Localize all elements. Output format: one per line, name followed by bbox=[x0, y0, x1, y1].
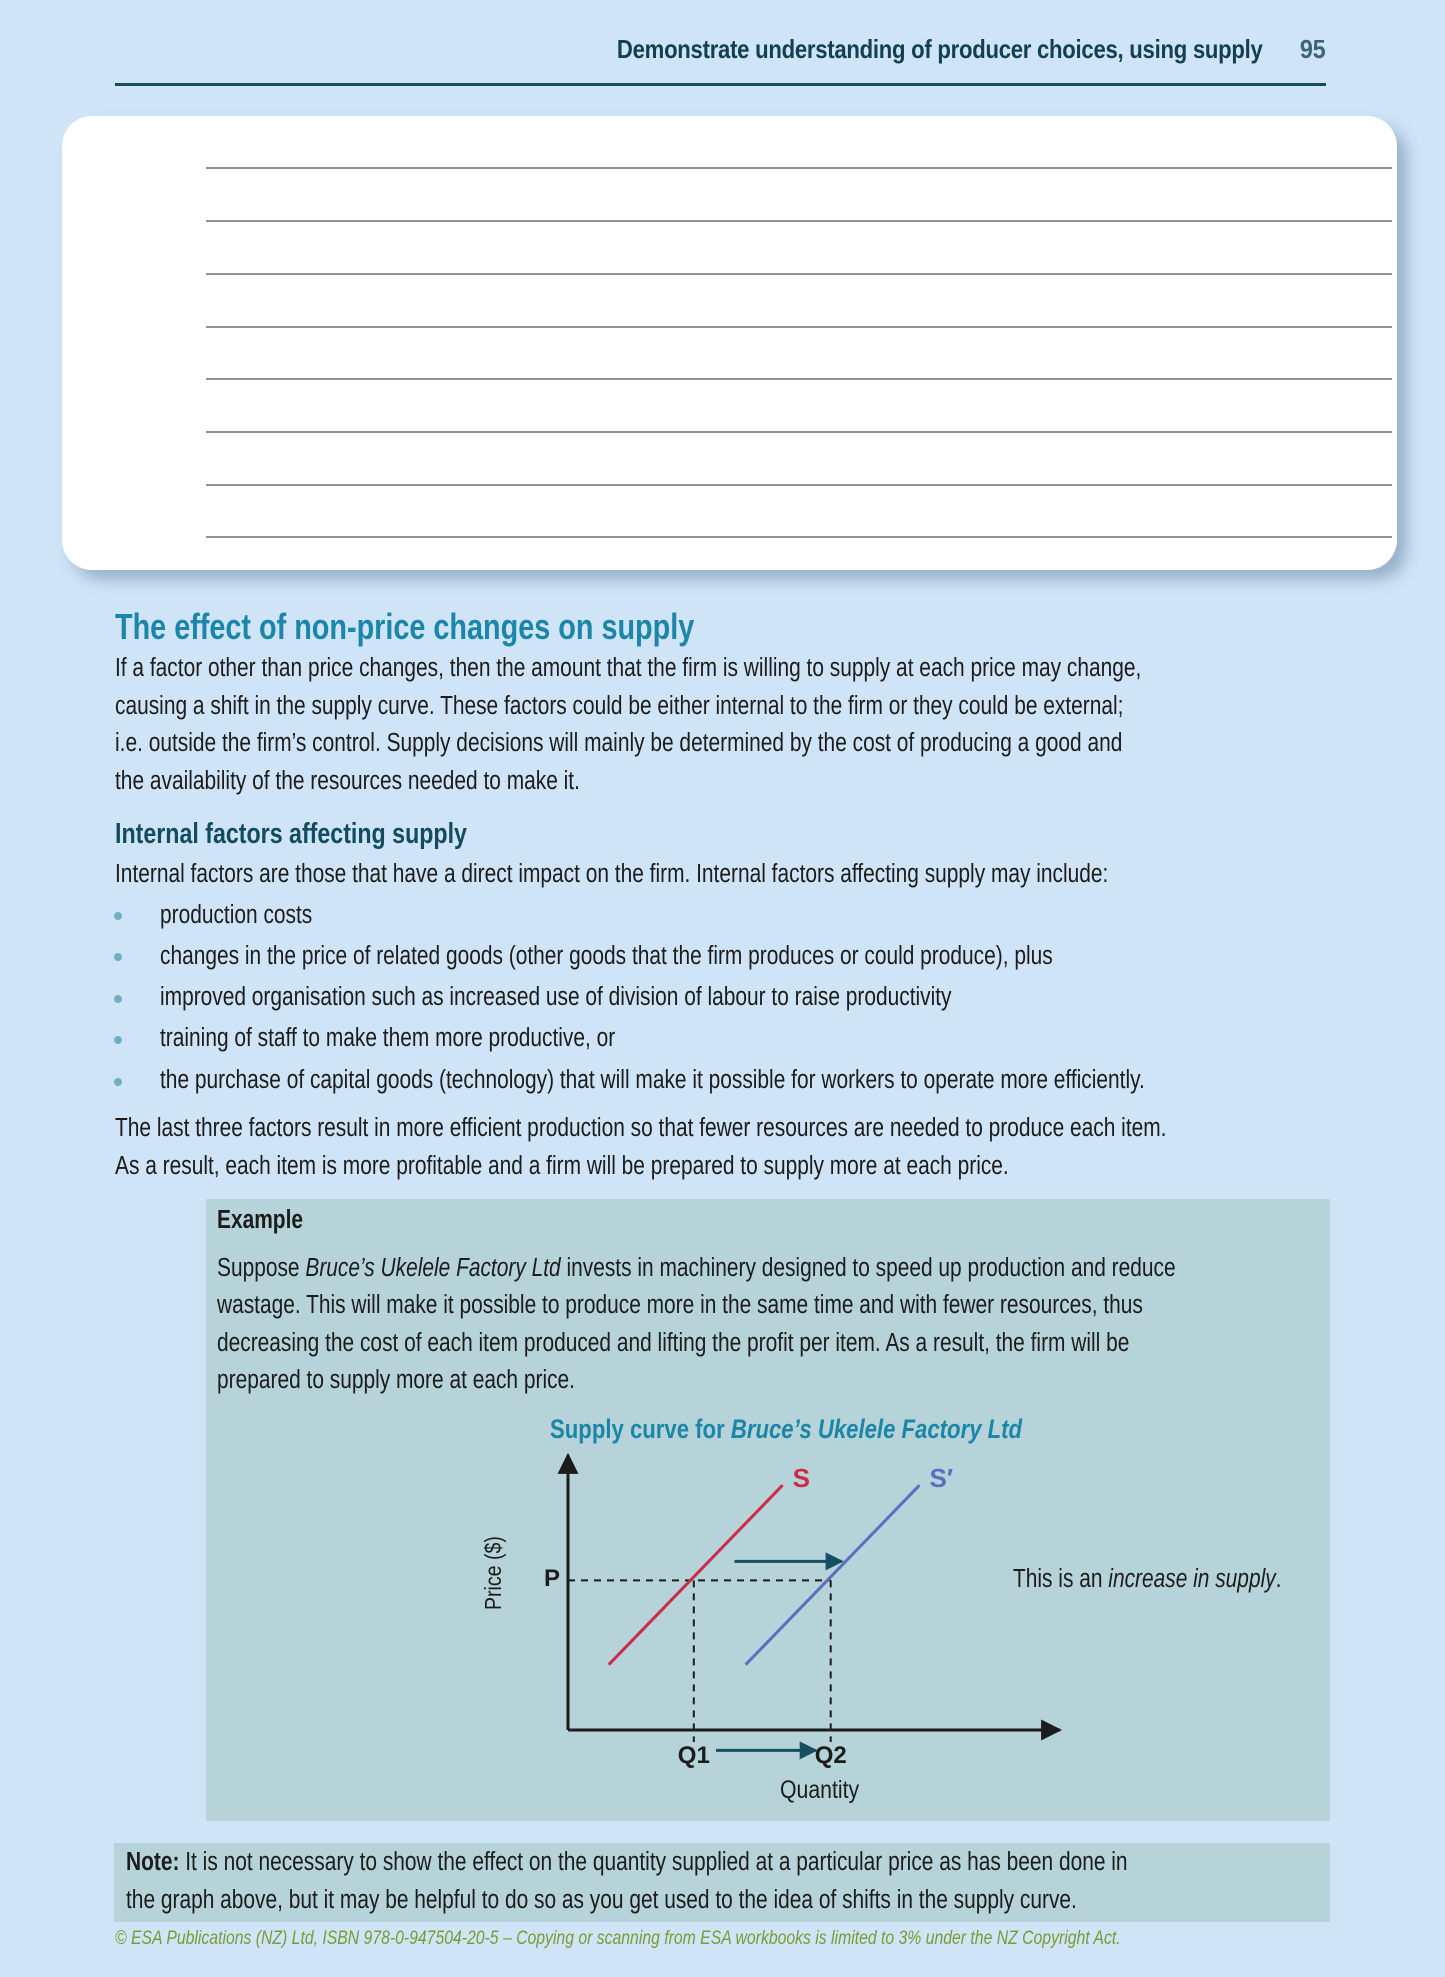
paragraph-line: As a result, each item is more profitable and a firm will be prepared to supply more at each price. bbox=[115, 1152, 1009, 1180]
section-heading: The effect of non-price changes on supply bbox=[115, 606, 695, 647]
bullet-item: training of staff to make them more productive, or bbox=[160, 1024, 616, 1052]
note-line: the graph above, but it may be helpful to do so as you get used to the idea of shifts in the supply curve. bbox=[126, 1886, 1077, 1914]
company-name: Bruce’s Ukelele Factory Ltd bbox=[305, 1254, 561, 1282]
bullet-item: production costs bbox=[160, 901, 313, 929]
example-line: wastage. This will make it possible to produce more in the same time and with fewer resources, thus bbox=[217, 1291, 1143, 1319]
copyright-footer: © ESA Publications (NZ) Ltd, ISBN 978-0-947504-20-5 – Copying or scanning from ESA workbooks is limited to 3% under the NZ Copyright Act. bbox=[115, 1928, 1121, 1949]
example-text: invests in machinery designed to speed up production and reduce bbox=[560, 1254, 1176, 1282]
caption-text: . bbox=[1275, 1565, 1282, 1593]
chart-title-prefix: Supply curve for bbox=[550, 1414, 731, 1444]
chart-title-company: Bruce’s Ukelele Factory Ltd bbox=[730, 1414, 1023, 1444]
x-axis-label: Quantity bbox=[780, 1776, 860, 1804]
bullet-item: improved organisation such as increased use of division of labour to raise productivity bbox=[160, 983, 952, 1011]
example-line: prepared to supply more at each price. bbox=[217, 1366, 575, 1394]
example-line: decreasing the cost of each item produced and lifting the profit per item. As a result, the firm will be bbox=[217, 1329, 1130, 1357]
note-line bbox=[126, 1848, 1128, 1877]
paragraph-line: The last three factors result in more efficient production so that fewer resources are needed to produce each item. bbox=[115, 1114, 1167, 1142]
legend-s-prime: S′ bbox=[929, 1463, 954, 1494]
x-tick-label-q2: Q2 bbox=[814, 1742, 847, 1769]
paragraph-line: causing a shift in the supply curve. These factors could be either internal to the firm or they could be external; bbox=[115, 692, 1124, 720]
chart-caption bbox=[1013, 1565, 1281, 1594]
note-label: Note: bbox=[126, 1848, 180, 1876]
x-tick-label-q1: Q1 bbox=[677, 1742, 710, 1769]
internal-intro: Internal factors are those that have a direct impact on the firm. Internal factors affecting supply may include: bbox=[115, 860, 1109, 888]
paragraph-line: the availability of the resources needed to make it. bbox=[115, 767, 580, 795]
supply-curve-s-prime bbox=[746, 1485, 920, 1665]
page-number: 95 bbox=[1299, 34, 1325, 64]
caption-emphasis: increase in supply bbox=[1108, 1565, 1276, 1593]
y-axis-label: Price ($) bbox=[480, 1536, 506, 1610]
subheading-internal-factors: Internal factors affecting supply bbox=[115, 818, 467, 850]
paragraph-line: i.e. outside the firm’s control. Supply decisions will mainly be determined by the cost of producing a good and bbox=[115, 729, 1123, 757]
supply-curve-s bbox=[609, 1485, 783, 1665]
bullet-item: the purchase of capital goods (technology) that will make it possible for workers to operate more efficiently. bbox=[160, 1066, 1145, 1094]
bullet-item: changes in the price of related goods (other goods that the firm produces or could produce), plus bbox=[160, 942, 1053, 970]
example-text: Suppose bbox=[217, 1254, 306, 1282]
y-tick-label-p: P bbox=[544, 1565, 561, 1593]
legend-s: S bbox=[792, 1463, 810, 1494]
example-label: Example bbox=[217, 1206, 304, 1234]
note-text: It is not necessary to show the effect on the quantity supplied at a particular price as has been done in bbox=[179, 1848, 1128, 1876]
running-header-title: Demonstrate understanding of producer choices, using supply bbox=[617, 34, 1263, 64]
caption-text: This is an bbox=[1013, 1565, 1109, 1593]
paragraph-line: If a factor other than price changes, then the amount that the firm is willing to supply at each price may change, bbox=[115, 654, 1142, 682]
